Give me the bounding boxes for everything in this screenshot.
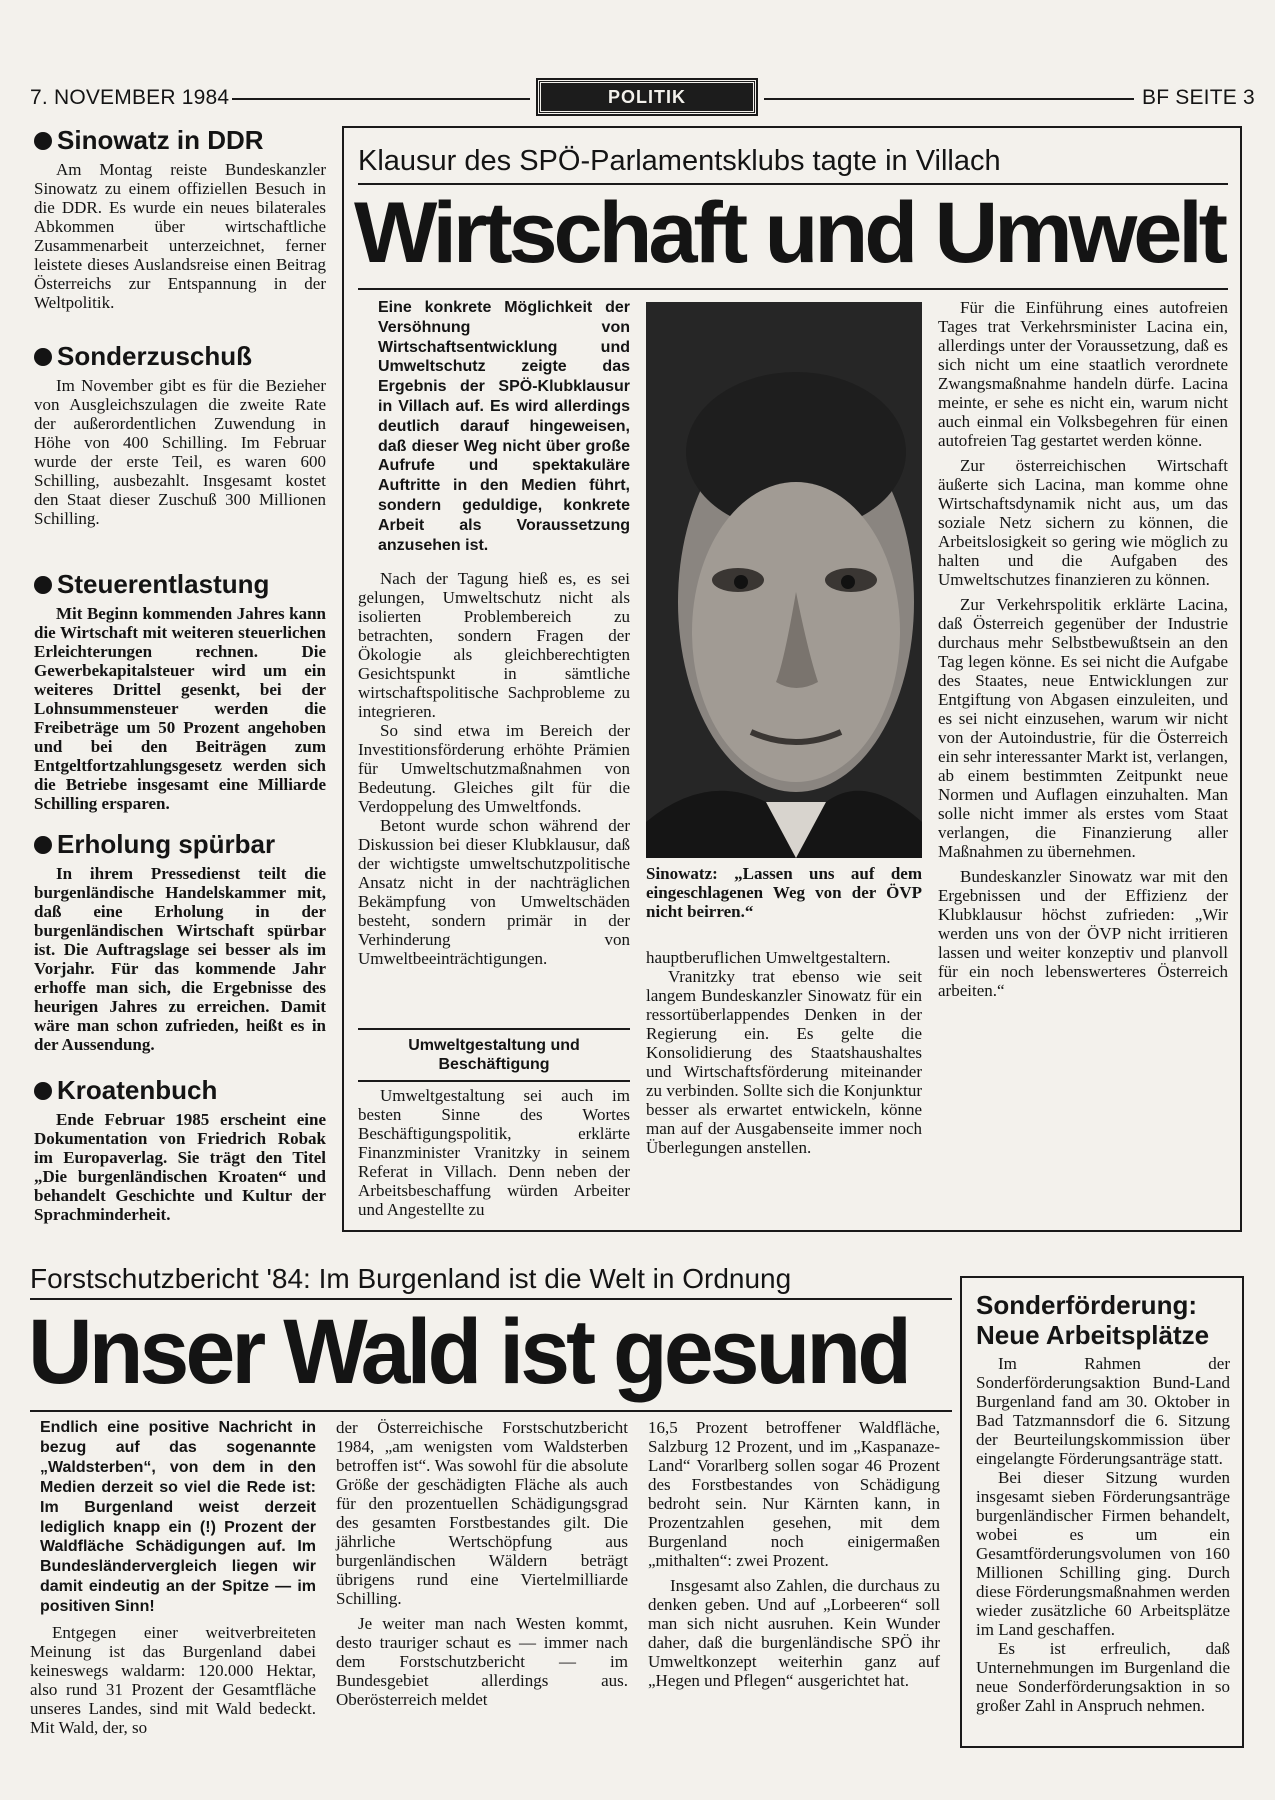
- brief: [34, 124, 326, 340]
- article-column-1: [30, 1418, 316, 1737]
- brief: [34, 828, 326, 1074]
- headline-rule: [30, 1410, 952, 1412]
- article-column-1: [358, 298, 630, 968]
- article-paragraph: Vranitzky trat ebenso wie seit langem Bundeskanzler Sinowatz für ein ressortüberlappendes Denken in der Regierung ein. Es gelte die Konsolidierung des Staatshaushaltes und Wirtschaftsförderung miteinander zu verbinden. Sollte sich die Konjunktur besser als erwartet entwickeln, könne man auf der Ausgabenseite immer noch Überlegungen anstellen.: [646, 967, 922, 1157]
- article-subhead: Umweltgestaltung und Beschäftigung: [408, 1037, 580, 1073]
- article-kicker: Forstschutzbericht '84: Im Burgenland ist die Welt in Ordnung: [30, 1263, 792, 1294]
- article-paragraph: Zur österreichischen Wirtschaft äußerte sich Lacina, man komme ohne Wirtschaftsdynamik nicht aus, um das soziale Netz sichern zu können, die Arbeitslosigkeit so gering wie möglich zu halten und die Aufgaben des Umweltschutzes finanzieren zu können.: [938, 456, 1228, 589]
- bullet-icon: [34, 576, 52, 594]
- photo-caption: Sinowatz: „Lassen uns auf dem eingeschlagenen Weg von der ÖVP nicht beirren.“: [646, 864, 922, 921]
- article-headline: Unser Wald ist gesund: [28, 1301, 908, 1403]
- kicker-rule: [30, 1298, 952, 1300]
- section-label: POLITIK: [538, 80, 756, 114]
- brief-body: Am Montag reiste Bundeskanzler Sinowatz zu einem offiziellen Besuch in die DDR. Es wurde ein neues bilaterales Abkommen über wirtschaftliche Zusammenarbeit unterzeichnet, ferner leistete dieses Auslandsreise einen Beitrag Österreichs zur Entspannung in der Weltpolitik.: [34, 160, 326, 312]
- article-headline: Wirtschaft und Umwelt: [354, 185, 1224, 281]
- brief-heading: Steuerentlastung: [34, 568, 326, 600]
- briefs-column: [34, 124, 326, 1224]
- subhead-underline: [358, 1080, 630, 1082]
- article-paragraph: Je weiter man nach Westen kommt, desto trauriger schaut es — immer nach dem Forstschutzbericht — im Bundesgebiet allerdings aus. Oberösterreich meldet: [336, 1614, 628, 1709]
- sidebar-paragraph: Es ist erfreulich, daß Unternehmungen im Burgenland die neue Sonderförderungsaktion in so großer Zahl in Anspruch nehmen.: [976, 1639, 1230, 1715]
- headline-rule: [358, 288, 1228, 290]
- subhead-rule: [358, 1028, 630, 1030]
- article-column-3: [938, 298, 1228, 1000]
- brief-body: Im November gibt es für die Bezieher von Ausgleichszulagen die zweite Rate der außerordentlichen Zuwendung in Höhe von 400 Schilling. Im Februar wurde der erste Teil, es waren 600 Schilling, ausbezahlt. Insgesamt kostet den Staat dieser Zuschuß 300 Millionen Schilling.: [34, 376, 326, 528]
- article-lead: Endlich eine positive Nachricht in bezug auf das sogenannte „Waldsterben“, von dem in den Medien derzeit so viel die Rede ist: Im Burgenland weist derzeit lediglich knapp ein (!) Prozent der Waldfläche Schädigungen auf. Im Bundesländervergleich liegen wir damit eindeutig an der Spitze — im positiven Sinn!: [40, 1419, 316, 1616]
- article-paragraph: Umweltgestaltung sei auch im besten Sinne des Wortes Beschäftigungspolitik, erklärte Finanzminister Vranitzky in seinem Referat in Villach. Denn neben der Arbeitsbeschaffung würden Arbeiter und Angestellte zu: [358, 1086, 630, 1219]
- issue-date: 7. NOVEMBER 1984: [30, 86, 230, 109]
- article-lead: Eine konkrete Möglichkeit der Versöhnung von Wirtschaftsentwicklung und Umweltschutz zeigte das Ergebnis der SPÖ-Klubklausur in Villach auf. Es wird allerdings deutlich darauf hingeweisen, daß dieser Weg nicht über große Aufrufe und spektakuläre Auftritte in den Medien führt, sondern geduldige, konkrete Arbeit als Voraussetzung anzusehen ist.: [378, 299, 630, 554]
- sidebar-title: Sonderförderung:: [976, 1290, 1197, 1320]
- article-column-3: [648, 1418, 940, 1690]
- article-paragraph: Entgegen einer weitverbreiteten Meinung ist das Burgenland dabei keineswegs waldarm: 120.000 Hektar, also rund 31 Prozent der Gesamtfläche unseres Landes, sind mit Wald bedeckt. Mit Wald, der, so: [30, 1623, 316, 1738]
- article-paragraph: Bundeskanzler Sinowatz war mit den Ergebnissen und der Effizienz der Klubklausur höchst zufrieden: „Wir werden uns von der ÖVP nicht irritieren lassen und weiter konzeptiv und planvoll für ein noch lebenswerteres Österreich arbeiten.“: [938, 867, 1228, 1000]
- bullet-icon: [34, 348, 52, 366]
- masthead-rule-left: [232, 98, 530, 100]
- brief: [34, 1074, 326, 1224]
- sidebar-paragraph: Im Rahmen der Sonderförderungsaktion Bund-Land Burgenland fand am 30. Oktober in Bad Tatzmannsdorf die 6. Sitzung der Beurteilungskommission über eingelangte Förderungsanträge statt.: [976, 1354, 1230, 1468]
- masthead-rule-right: [764, 98, 1134, 100]
- article-wirtschaft-umwelt: [342, 126, 1242, 1232]
- article-kicker: Klausur des SPÖ-Parlamentsklubs tagte in Villach: [358, 145, 1001, 177]
- article-paragraph: Betont wurde schon während der Diskussion bei dieser Klubklausur, daß der wichtigste umweltschutzpolitische Ansatz nicht in der nachträglichen Bekämpfung von Umweltschäden besteht, sondern primär in der Verhinderung von Umweltbeeinträchtigungen.: [358, 816, 630, 969]
- article-paragraph: Für die Einführung eines autofreien Tages trat Verkehrsminister Lacina ein, allerdings unter der Voraussetzung, daß es sich nicht um eine staatlich verordnete Zwangsmaßnahme handeln dürfe. Lacina meinte, er sehe es nicht ein, warum nicht auch einmal ein Volksbegehren für einen autofreien Tag gestartet werden könne.: [938, 298, 1228, 450]
- brief-heading: Kroatenbuch: [34, 1074, 326, 1106]
- sidebar-subtitle: Neue Arbeitsplätze: [976, 1320, 1210, 1350]
- article-column-2: [646, 948, 922, 1157]
- article-paragraph: hauptberuflichen Umweltgestaltern.: [646, 948, 891, 967]
- bullet-icon: [34, 836, 52, 854]
- article-column-2: [336, 1418, 628, 1709]
- article-paragraph: Nach der Tagung hieß es, es sei gelungen, Umweltschutz nicht als isolierten Problembereich zu betrachten, sondern Fragen der Ökologie als gleichberechtigten Gesichtspunkt in sämtliche wirtschaftspolitische Sachprobleme zu integrieren.: [358, 569, 630, 722]
- brief-heading: Erholung spürbar: [34, 828, 326, 860]
- article-paragraph: Zur Verkehrspolitik erklärte Lacina, daß Österreich gegenüber der Industrie durchaus mehr Selbstbewußtsein an den Tag legen könne. Es sei nicht die Aufgabe des Staates, neue Entwicklungen zur Entgiftung von Abgasen einzuleiten, und es sei nicht einzusehen, warum wir nicht von der Autoindustrie, für die Österreich ein sehr interessanter Markt ist, verlangen, ab einem bestimmten Zeitpunkt neue Normen und Auflagen einzuhalten. Man solle nicht immer als erstes vom Staat verlangen, die Finanzierung aller Maßnahmen zu übernehmen.: [938, 595, 1228, 861]
- sidebar-sonderfoerderung: [960, 1276, 1244, 1748]
- bullet-icon: [34, 132, 52, 150]
- brief-body: Mit Beginn kommenden Jahres kann die Wirtschaft mit weiteren steuerlichen Erleichterungen rechnen. Die Gewerbekapitalsteuer wird um ein weiteres Drittel gesenkt, bei der Lohnsummensteuer werden die Freibeträge um 50 Prozent angehoben und bei den Beiträgen zum Entgeltfortzahlungsgesetz werden sich die Betriebe insgesamt eine Milliarde Schilling ersparen.: [34, 604, 326, 813]
- article-paragraph: Insgesamt also Zahlen, die durchaus zu denken geben. Und auf „Lorbeeren“ soll man sich nicht ausruhen. Kein Wunder daher, daß die burgenländische SPÖ ihr Umweltkonzept weiterhin ganz auf „Hegen und Pflegen“ ausgerichtet hat.: [648, 1576, 940, 1690]
- page-number: BF SEITE 3: [1142, 86, 1255, 109]
- article-paragraph: 16,5 Prozent betroffener Waldfläche, Salzburg 12 Prozent, und im „Kaspanaze-Land“ Vorarlberg sollen sogar 46 Prozent des Forstbestandes von Schädigung bedroht sein. Nur Kärnten kann, in Prozentzahlen gesehen, mit dem Burgenland noch einigermaßen „mithalten“: zwei Prozent.: [648, 1418, 940, 1570]
- portrait-photo: [646, 302, 922, 858]
- article-paragraph: der Österreichische Forstschutzbericht 1984, „am wenigsten vom Waldsterben betroffen ist“. Was sowohl für die absolute Größe der geschädigten Fläche als auch für den prozentuellen Schädigungsgrad des gesamten Forstbestandes gilt. Die jährliche Wertschöpfung aus burgenländischen Wäldern beträgt übrigens rund eine Viertelmilliarde Schilling.: [336, 1418, 628, 1608]
- brief-body: Ende Februar 1985 erscheint eine Dokumentation von Friedrich Robak im Europaverlag. Sie trägt den Titel „Die burgenländischen Kroaten“ und behandelt Geschichte und Kultur der Sprachminderheit.: [34, 1110, 326, 1224]
- brief-heading: Sonderzuschuß: [34, 340, 326, 372]
- bullet-icon: [34, 1082, 52, 1100]
- article-paragraph: So sind etwa im Bereich der Investitionsförderung erhöhte Prämien für Umweltschutzmaßnahmen von Bedeutung. Gleiches gilt für die Verdoppelung des Umweltfonds.: [358, 721, 630, 817]
- brief: [34, 568, 326, 828]
- sidebar-paragraph: Bei dieser Sitzung wurden insgesamt sieben Förderungsanträge burgenländischer Firmen behandelt, wobei es um ein Gesamtförderungsvolumen von 160 Millionen Schilling ging. Durch diese Förderungsmaßnahmen werden wieder zusätzliche 60 Arbeitsplätze im Land geschaffen.: [976, 1468, 1230, 1639]
- brief-heading: Sinowatz in DDR: [34, 124, 326, 156]
- brief-body: In ihrem Pressedienst teilt die burgenländische Handelskammer mit, daß eine Erholung in der burgenländischen Wirtschaft spürbar ist. Die Auftragslage sei besser als im Vorjahr. Für das kommende Jahr erhoffe man sich, die Ergebnisse des heurigen Jahres zu erreichen. Damit wäre man schon zufrieden, heißt es in der Aussendung.: [34, 864, 326, 1054]
- portrait-image: [646, 302, 922, 858]
- brief: [34, 340, 326, 568]
